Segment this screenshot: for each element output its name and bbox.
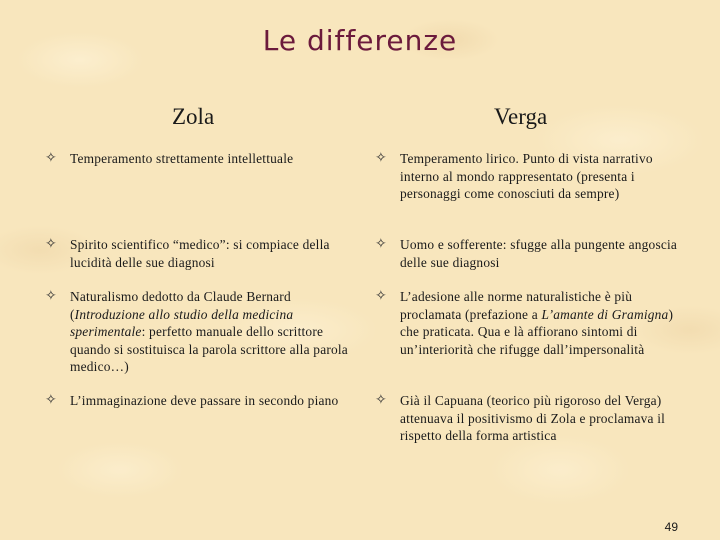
zola-item-1 [45,150,350,168]
verga-item-2-text: Uomo e sofferente: sfugge alla pungente angoscia delle sue diagnosi [400,237,678,270]
verga-item-4-text: Già il Capuana (teorico più rigoroso del Verga) attenuava il positivismo di Zola e proclamava il rispetto della forma artistica [400,393,666,443]
column-heading-zola: Zola [172,104,215,129]
zola-item-2 [45,236,350,271]
page-title: Le differenze [262,24,458,57]
page-number: 49 [664,520,678,534]
zola-item-1-text: Temperamento strettamente intellettuale [70,151,294,166]
diamond-star-bullet-icon: ✧ [375,237,387,252]
zola-item-4 [45,392,350,410]
diamond-star-bullet-icon: ✧ [375,151,387,166]
diamond-star-bullet-icon: ✧ [45,237,57,252]
verga-item-4 [375,392,680,445]
zola-item-2-text: Spirito scientifico “medico”: si compiace della lucidità delle sue diagnosi [70,237,330,270]
diamond-star-bullet-icon: ✧ [45,289,57,304]
diamond-star-bullet-icon: ✧ [45,151,57,166]
verga-item-3 [375,288,680,358]
zola-item-4-text: L’immaginazione deve passare in secondo piano [70,393,339,408]
zola-item-3 [45,288,350,376]
diamond-star-bullet-icon: ✧ [45,393,57,408]
verga-item-1 [375,150,680,203]
verga-item-2 [375,236,680,271]
verga-item-3-text: L’adesione alle norme naturalistiche è più proclamata (prefazione a L’amante di Gramigna) che praticata. Qua e là affiorano sintomi di un’interiorità che rifugge dall’impersonalità [400,289,674,357]
zola-item-3-text: Naturalismo dedotto da Claude Bernard (Introduzione allo studio della medicina sperimentale: perfetto manuale dello scrittore quando si sostituisca la parola scrittore alla parola medico…) [70,289,348,374]
diamond-star-bullet-icon: ✧ [375,289,387,304]
verga-item-1-text: Temperamento lirico. Punto di vista narrativo interno al mondo rappresentato (presenta i personaggi come conosciuti da sempre) [400,151,653,201]
diamond-star-bullet-icon: ✧ [375,393,387,408]
column-heading-verga: Verga [494,104,548,129]
